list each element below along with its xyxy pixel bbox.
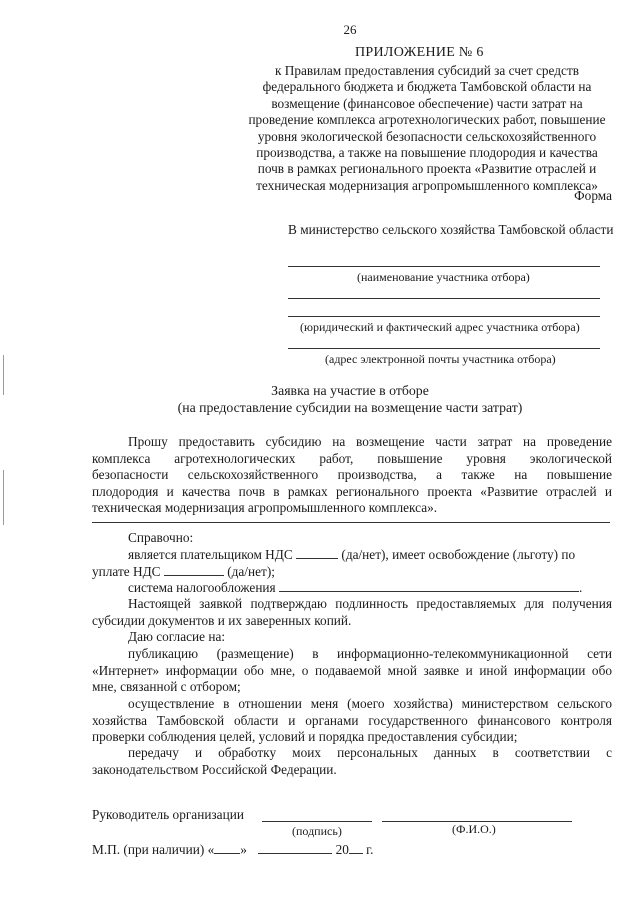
publication-paragraph [92,646,612,696]
appendix-line: уровня экологической безопасности сельскохозяйственного [257,128,597,144]
appendix-line: производства, а также на повышение плодородия и качества [256,145,598,161]
request-extra-field[interactable] [92,522,610,523]
vat-payer-field[interactable] [296,546,338,559]
address-field-1[interactable] [288,298,600,299]
seal-date-line [92,841,373,858]
request-line: безопасности сельскохозяйственного производства, а также на повышение [92,467,612,482]
appendix-line: проведение комплекса агротехнологических работ, повышение [248,112,606,128]
date-month-field[interactable] [258,841,332,854]
vat-exemption-field[interactable] [164,563,224,576]
name-caption: (Ф.И.О.) [452,822,496,836]
request-line: техническая модернизация агропромышленного комплекса». [92,500,438,515]
signature-field[interactable] [262,821,372,822]
tax-system-end: . [579,580,583,595]
participant-name-caption: (наименование участника отбора) [357,270,530,284]
email-caption: (адрес электронной почты участника отбора) [325,352,556,366]
confirm-paragraph [92,596,612,629]
confirm-line: Настоящей заявкой подтверждаю подлинность предоставляемых для получения [128,596,612,611]
email-field[interactable] [288,348,600,349]
personal-data-line: законодательством Российской Федерации. [92,761,337,777]
request-paragraph [92,434,612,517]
publication-line: публикацию (размещение) в информационно-телекоммуникационной сети [128,646,612,661]
year-prefix: 20 [335,842,349,857]
participant-name-field[interactable] [288,266,600,267]
vat-text-3: уплате НДС [92,564,161,579]
tax-system-field[interactable] [279,579,579,592]
appendix-line: к Правилам предоставления субсидий за счет средств [274,63,580,78]
vat-text-4: (да/нет); [227,564,275,579]
personal-data-line: передачу и обработку моих персональных данных в соответствии с [128,745,612,760]
control-line: хозяйства Тамбовской области и органами государственного финансового контроля [92,712,612,728]
publication-line: мне, связанной с отбором; [92,679,241,694]
request-line: Прошу предоставить субсидию на возмещение части затрат на проведение [128,434,612,449]
year-suffix: г. [362,842,374,857]
control-line: проверки соблюдения целей, условий и порядка предоставления субсидии; [92,729,518,744]
appendix-line: почв в рамках регионального проекта «Развитие отраслей и [257,161,597,177]
vat-line [128,546,575,563]
application-title: Заявка на участие в отборе [271,383,429,398]
signature-caption: (подпись) [292,824,342,838]
consent-label: Даю согласие на: [128,629,226,644]
request-line: комплекса агротехнологических работ, повышение уровня экологической [92,450,612,466]
vat-line-2 [92,563,275,580]
scan-artifact [3,470,4,525]
head-label: Руководитель организации [92,807,244,822]
reference-label: Справочно: [128,530,194,545]
vat-text-1: является плательщиком НДС [128,547,293,562]
appendix-line: техническая модернизация агропромышленного комплекса» [256,177,598,193]
date-day-field[interactable] [214,841,240,854]
control-paragraph [92,696,612,746]
tax-system-label: система налогообложения [128,580,276,595]
addressee-text: В министерство сельского хозяйства Тамбовской области [288,222,614,237]
appendix-title: ПРИЛОЖЕНИЕ № 6 [355,45,484,60]
control-line: осуществление в отношении меня (моего хозяйства) министерством сельского [128,696,612,711]
application-subtitle: (на предоставление субсидии на возмещение части затрат) [177,400,523,415]
request-line: плодородия и качества почв в рамках регионального проекта «Развитие отраслей и [92,483,612,499]
quote-close: » [240,842,247,857]
seal-label: М.П. (при наличии) « [92,842,215,857]
appendix-line: возмещение (финансовое обеспечение) части затрат на [271,95,583,111]
appendix-caption [240,63,614,194]
appendix-line: федерального бюджета и бюджета Тамбовской области на [262,79,592,95]
address-caption: (юридический и фактический адрес участника отбора) [300,320,580,334]
tax-system-line [128,579,582,596]
date-year-field[interactable] [349,841,363,854]
confirm-line: субсидии документов и их заверенных копий. [92,612,352,628]
vat-text-2: (да/нет), имеет освобождение (льготу) по [341,547,576,562]
personal-data-paragraph [92,745,612,778]
publication-line: «Интернет» информации обо мне, о подаваемой мной заявке и иной информации обо [92,662,612,678]
address-field-2[interactable] [288,316,600,317]
form-label: Форма [574,188,612,203]
page-number: 26 [343,22,357,37]
